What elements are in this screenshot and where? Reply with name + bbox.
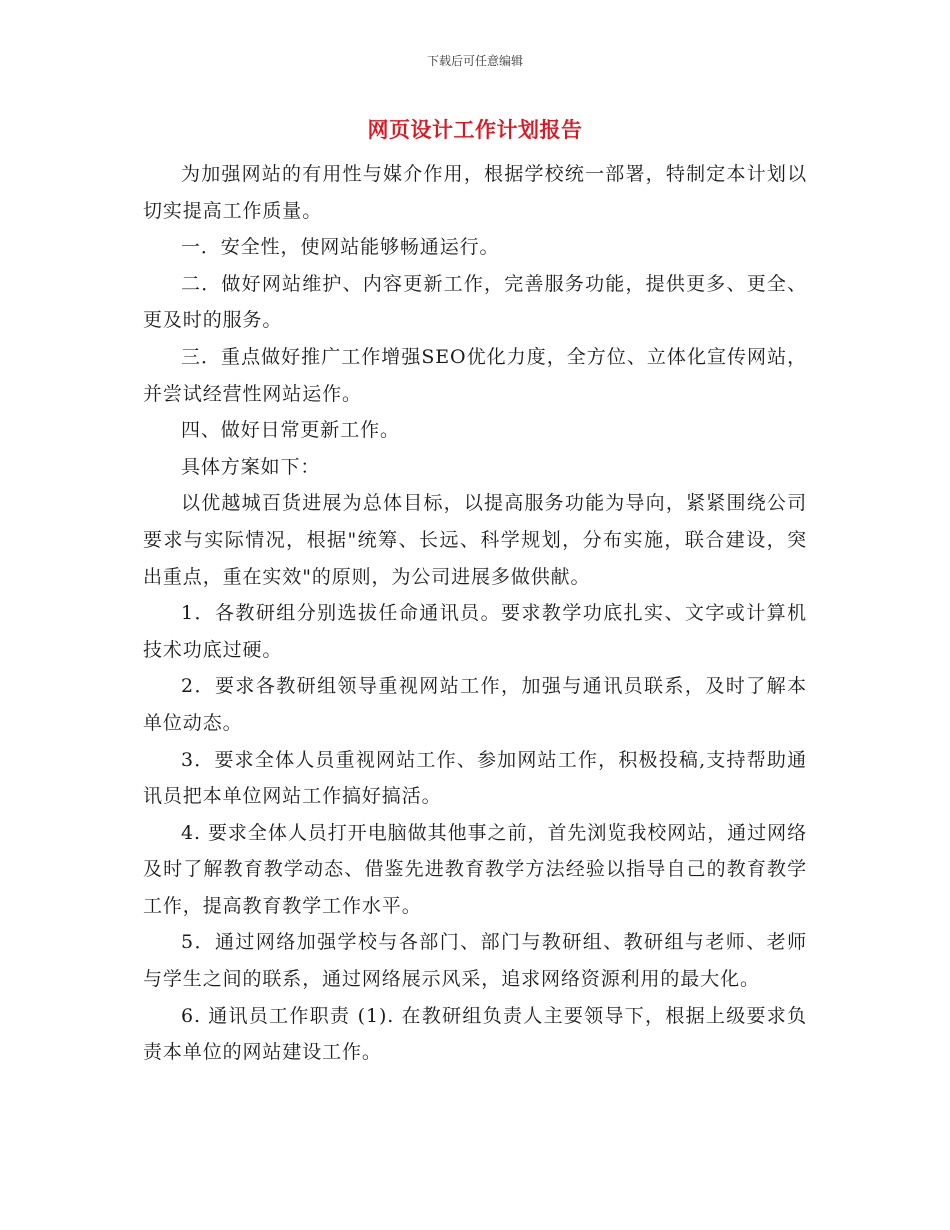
paragraph: 二．做好网站维护、内容更新工作，完善服务功能，提供更多、更全、更及时的服务。	[143, 272, 807, 332]
paragraph: 以优越城百货进展为总体目标，以提高服务功能为导向，紧紧围绕公司要求与实际情况，根据"统筹、长远、科学规划，分布实施，联合建设，突出重点，重在实效"的原则，为公司进展多做供献。	[143, 492, 807, 588]
document-title: 网页设计工作计划报告	[367, 117, 583, 142]
paragraph: 4. 要求全体人员打开电脑做其他事之前，首先浏览我校网站，通过网络及时了解教育教学动态、借鉴先进教育教学方法经验以指导自己的教育教学工作，提高教育教学工作水平。	[143, 821, 807, 917]
paragraph: 5．通过网络加强学校与各部门、部门与教研组、教研组与老师、老师与学生之间的联系，通过网络展示风采，追求网络资源利用的最大化。	[143, 931, 807, 991]
paragraph: 具体方案如下：	[181, 455, 321, 478]
paragraph: 三．重点做好推广工作增强SEO优化力度，全方位、立体化宣传网站，并尝试经营性网站运作。	[143, 345, 807, 405]
paragraph: 一．安全性，使网站能够畅通运行。	[181, 236, 500, 259]
header-note: 下载后可任意编辑	[426, 54, 523, 68]
paragraph: 3．要求全体人员重视网站工作、参加网站工作，积极投稿,支持帮助通讯员把本单位网站工作搞好搞活。	[143, 748, 807, 808]
paragraph: 为加强网站的有用性与媒介作用，根据学校统一部署，特制定本计划以切实提高工作质量。	[143, 163, 807, 222]
paragraph: 1．各教研组分别选拔任命通讯员。要求教学功底扎实、文字或计算机技术功底过硬。	[143, 602, 807, 661]
paragraph: 2．要求各教研组领导重视网站工作，加强与通讯员联系，及时了解本单位动态。	[143, 675, 807, 734]
document-body	[143, 156, 807, 1071]
paragraph: 四、做好日常更新工作。	[181, 419, 400, 442]
paragraph: 6. 通讯员工作职责 (1). 在教研组负责人主要领导下，根据上级要求负责本单位的网站建设工作。	[143, 1004, 807, 1064]
